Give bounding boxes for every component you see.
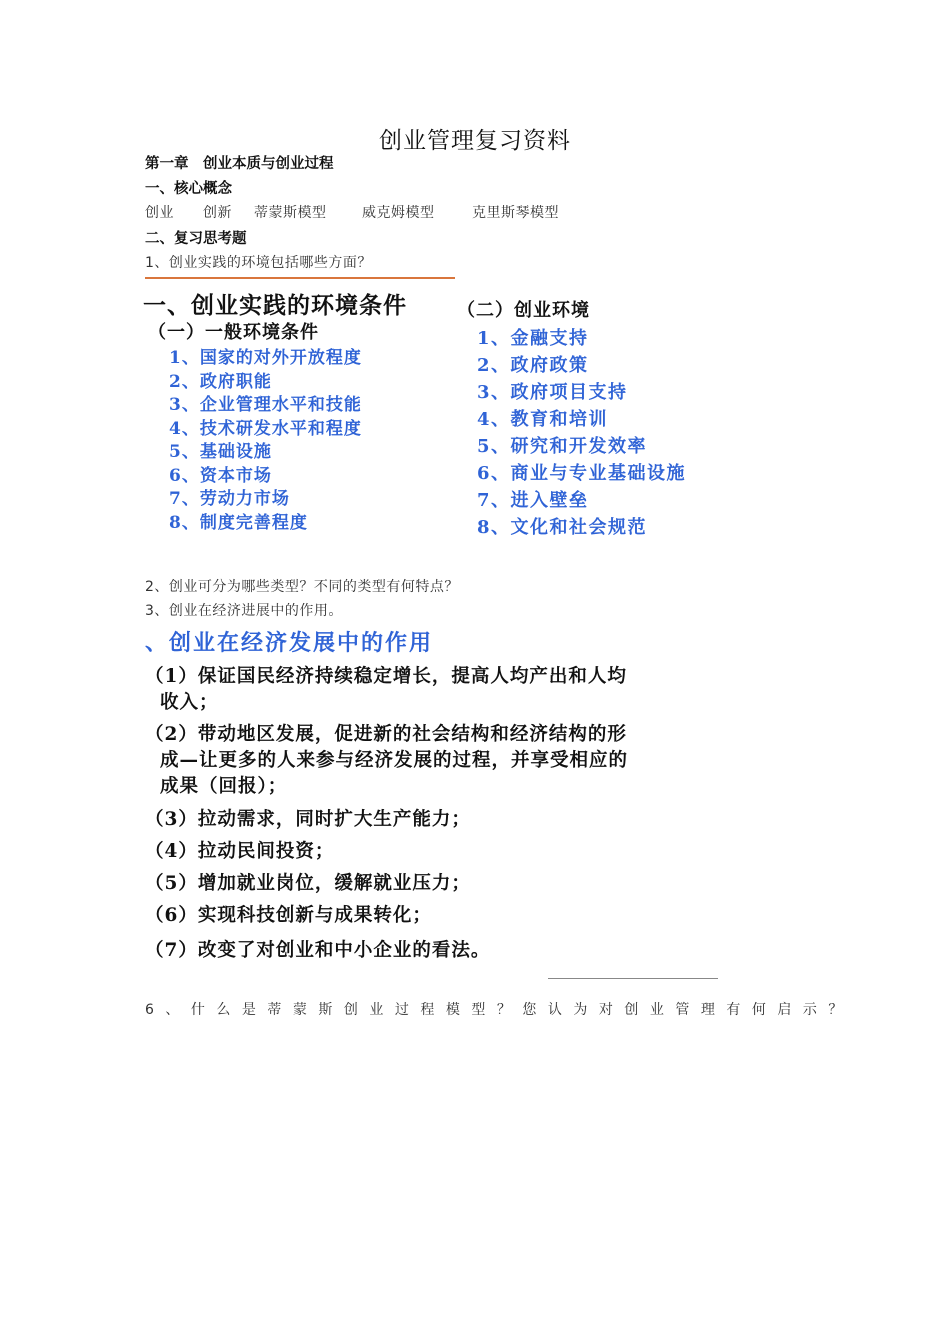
role-item: （7）改变了对创业和中小企业的看法。 bbox=[145, 940, 491, 961]
role-item-continued: 成—让更多的人来参与经济发展的过程，并享受相应的 bbox=[160, 750, 629, 771]
chapter-heading: 第一章 创业本质与创业过程 bbox=[145, 156, 334, 172]
question-2: 2、创业可分为哪些类型？不同的类型有何特点？ bbox=[145, 579, 459, 595]
question-1: 1、创业实践的环境包括哪些方面？ bbox=[145, 255, 372, 271]
env-general-item: 4、技术研发水平和程度 bbox=[169, 419, 362, 439]
env-general-item: 3、企业管理水平和技能 bbox=[169, 395, 362, 415]
env-startup-item: 5、研究和开发效率 bbox=[477, 436, 648, 457]
env-startup-item: 8、文化和社会规范 bbox=[477, 517, 648, 538]
divider-line bbox=[548, 978, 718, 979]
env-general-heading: （一）一般环境条件 bbox=[148, 322, 319, 343]
env-general-item: 2、政府职能 bbox=[169, 372, 272, 392]
env-general-item: 7、劳动力市场 bbox=[169, 489, 290, 509]
env-startup-item: 6、商业与专业基础设施 bbox=[477, 463, 687, 484]
section-review-questions: 二、复习思考题 bbox=[145, 231, 247, 247]
env-startup-item: 4、教育和培训 bbox=[477, 409, 609, 430]
concept-item: 克里斯琴模型 bbox=[472, 205, 559, 221]
env-general-item: 8、制度完善程度 bbox=[169, 513, 308, 533]
roles-heading: 、创业在经济发展中的作用 bbox=[145, 630, 434, 656]
role-item-continued: 收入； bbox=[160, 692, 219, 713]
env-startup-item: 1、金融支持 bbox=[477, 328, 589, 349]
role-item: （4）拉动民间投资； bbox=[145, 841, 335, 862]
role-item: （2）带动地区发展，促进新的社会结构和经济结构的形 bbox=[145, 724, 627, 745]
env-startup-item: 7、进入壁垒 bbox=[477, 490, 589, 511]
env-startup-item: 2、政府政策 bbox=[477, 355, 589, 376]
env-general-item: 6、资本市场 bbox=[169, 466, 272, 486]
env-general-item: 1、国家的对外开放程度 bbox=[169, 348, 362, 368]
divider-rule bbox=[145, 277, 455, 279]
role-item: （3）拉动需求，同时扩大生产能力； bbox=[145, 809, 471, 830]
concept-item: 威克姆模型 bbox=[362, 205, 435, 221]
role-item: （5）增加就业岗位，缓解就业压力； bbox=[145, 873, 471, 894]
concept-list bbox=[145, 202, 559, 222]
role-item: （1）保证国民经济持续稳定增长，提高人均产出和人均 bbox=[145, 666, 627, 687]
role-item: （6）实现科技创新与成果转化； bbox=[145, 905, 432, 926]
concept-item: 蒂蒙斯模型 bbox=[254, 205, 327, 221]
question-6: 6、什么是蒂蒙斯创业过程模型？您认为对创业管理有何启示？ bbox=[145, 1002, 854, 1018]
env-heading: 一、创业实践的环境条件 bbox=[143, 292, 407, 319]
concept-item: 创业 bbox=[145, 205, 174, 221]
concept-item: 创新 bbox=[203, 205, 232, 221]
role-item-continued: 成果（回报）； bbox=[160, 776, 288, 797]
question-3: 3、创业在经济进展中的作用。 bbox=[145, 603, 343, 619]
section-core-concepts: 一、核心概念 bbox=[145, 181, 232, 197]
env-startup-heading: （二）创业环境 bbox=[457, 300, 590, 321]
page-title: 创业管理复习资料 bbox=[379, 128, 571, 154]
env-startup-item: 3、政府项目支持 bbox=[477, 382, 628, 403]
env-general-item: 5、基础设施 bbox=[169, 442, 272, 462]
